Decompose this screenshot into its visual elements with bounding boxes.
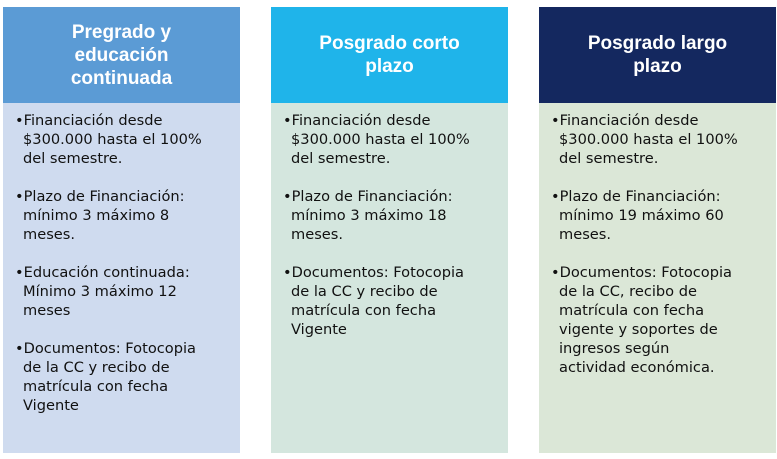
column-title-posgrado-corto: Posgrado corto plazo — [271, 7, 508, 103]
column-body-pregrado — [3, 103, 240, 453]
list-item: • Financiación desde $300.000 hasta el 100% del semestre. — [15, 111, 230, 168]
list-item: • Financiación desde $300.000 hasta el 100% del semestre. — [283, 111, 498, 168]
list-item: • Documentos: Fotocopia de la CC y recibo de matrícula con fecha Vigente — [15, 339, 230, 415]
column-body-posgrado-corto — [271, 103, 508, 453]
column-title-pregrado: Pregrado y educación continuada — [3, 7, 240, 103]
list-item: • Documentos: Fotocopia de la CC, recibo de matrícula con fecha vigente y soportes de ingresos según actividad económica. — [551, 263, 766, 377]
list-item: • Financiación desde $300.000 hasta el 100% del semestre. — [551, 111, 766, 168]
list-item: • Documentos: Fotocopia de la CC y recibo de matrícula con fecha Vigente — [283, 263, 498, 339]
column-pregrado — [3, 7, 240, 453]
column-title-posgrado-largo: Posgrado largo plazo — [539, 7, 776, 103]
column-posgrado-corto — [271, 7, 508, 453]
column-body-posgrado-largo — [539, 103, 776, 453]
list-item: • Plazo de Financiación: mínimo 3 máximo 18 meses. — [283, 187, 498, 244]
column-posgrado-largo — [539, 7, 776, 453]
list-item: • Plazo de Financiación: mínimo 19 máximo 60 meses. — [551, 187, 766, 244]
list-item: • Plazo de Financiación: mínimo 3 máximo 8 meses. — [15, 187, 230, 244]
list-item: • Educación continuada: Mínimo 3 máximo 12 meses — [15, 263, 230, 320]
